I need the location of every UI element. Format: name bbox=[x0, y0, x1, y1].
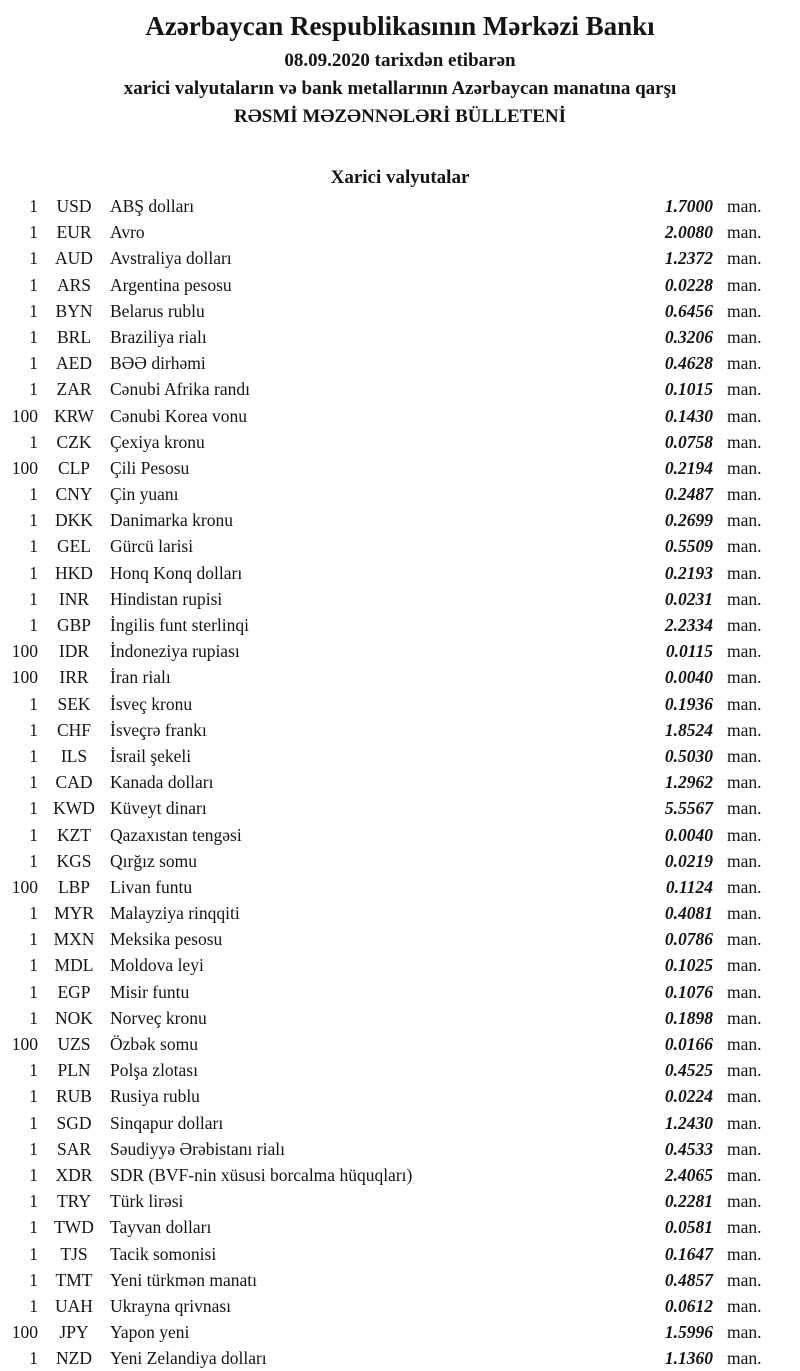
row-currency-code: JPY bbox=[59, 1322, 89, 1343]
row-currency-code: SEK bbox=[57, 693, 91, 714]
row-quantity: 1 bbox=[29, 1348, 38, 1369]
row-currency-code: AED bbox=[56, 353, 92, 374]
row-currency-name: Cənubi Korea vonu bbox=[110, 405, 248, 426]
row-currency-code: DKK bbox=[55, 510, 93, 531]
rate-row bbox=[0, 769, 800, 795]
row-currency-code: CAD bbox=[55, 772, 93, 793]
row-quantity: 1 bbox=[29, 1112, 38, 1133]
row-rate-value: 0.0224 bbox=[664, 1086, 713, 1107]
rate-row bbox=[0, 324, 800, 350]
rate-row bbox=[0, 612, 800, 638]
row-unit-label: man. bbox=[727, 693, 762, 714]
row-unit-label: man. bbox=[727, 431, 762, 452]
row-rate-value: 0.0219 bbox=[664, 850, 713, 871]
row-quantity: 100 bbox=[11, 457, 38, 478]
row-currency-code: CNY bbox=[55, 484, 93, 505]
row-unit-label: man. bbox=[727, 588, 762, 609]
row-quantity: 1 bbox=[29, 981, 38, 1002]
rate-row bbox=[0, 507, 800, 533]
row-currency-code: TMT bbox=[55, 1269, 93, 1290]
row-unit-label: man. bbox=[727, 484, 762, 505]
row-rate-value: 0.0228 bbox=[664, 274, 713, 295]
row-currency-name: Polşa zlotası bbox=[110, 1060, 198, 1081]
row-quantity: 1 bbox=[29, 1295, 38, 1316]
rate-row bbox=[0, 822, 800, 848]
row-quantity: 1 bbox=[29, 903, 38, 924]
row-rate-value: 0.0786 bbox=[664, 929, 713, 950]
row-quantity: 1 bbox=[29, 536, 38, 557]
row-currency-code: AUD bbox=[55, 248, 93, 269]
row-currency-name: İran rialı bbox=[110, 667, 171, 688]
row-currency-code: USD bbox=[56, 196, 92, 216]
row-currency-name: İngilis funt sterlinqi bbox=[110, 615, 250, 635]
rate-row bbox=[0, 1241, 800, 1267]
rate-row bbox=[0, 691, 800, 717]
row-unit-label: man. bbox=[727, 798, 762, 819]
row-quantity: 1 bbox=[29, 274, 38, 295]
row-quantity: 1 bbox=[29, 379, 38, 400]
rate-row bbox=[0, 743, 800, 769]
row-rate-value: 1.2962 bbox=[664, 772, 713, 793]
row-currency-code: ZAR bbox=[56, 379, 92, 400]
row-currency-code: IDR bbox=[58, 641, 90, 662]
row-currency-code: TRY bbox=[56, 1191, 92, 1212]
rate-row bbox=[0, 717, 800, 743]
row-currency-name: Gürcü larisi bbox=[110, 536, 194, 557]
row-currency-code: GBP bbox=[56, 615, 92, 635]
row-unit-label: man. bbox=[727, 667, 762, 688]
rate-row bbox=[0, 1136, 800, 1162]
row-unit-label: man. bbox=[727, 353, 762, 374]
rate-row bbox=[0, 1214, 800, 1240]
row-currency-code: GEL bbox=[56, 536, 92, 557]
row-quantity: 1 bbox=[29, 798, 38, 819]
row-currency-name: Malayziya rinqqiti bbox=[110, 903, 240, 924]
rate-row bbox=[0, 403, 800, 429]
rate-row bbox=[0, 219, 800, 245]
row-rate-value: 0.0581 bbox=[664, 1217, 713, 1238]
row-unit-label: man. bbox=[727, 1060, 762, 1081]
row-currency-name: Hindistan rupisi bbox=[110, 588, 223, 609]
row-currency-code: INR bbox=[58, 588, 90, 609]
row-currency-name: Çili Pesosu bbox=[110, 457, 190, 478]
row-currency-code: XDR bbox=[55, 1164, 93, 1185]
row-currency-code: HKD bbox=[55, 562, 93, 583]
row-rate-value: 0.4533 bbox=[664, 1138, 713, 1159]
row-currency-name: Belarus rublu bbox=[110, 300, 205, 321]
row-currency-name: Tayvan dolları bbox=[110, 1217, 212, 1238]
row-unit-label: man. bbox=[727, 903, 762, 924]
row-currency-name: Yeni türkmən manatı bbox=[110, 1269, 257, 1290]
row-quantity: 1 bbox=[29, 824, 38, 845]
row-unit-label: man. bbox=[727, 1086, 762, 1107]
rate-row bbox=[0, 350, 800, 376]
row-unit-label: man. bbox=[727, 745, 762, 766]
row-quantity: 1 bbox=[29, 588, 38, 609]
row-quantity: 1 bbox=[29, 431, 38, 452]
row-currency-name: Misir funtu bbox=[110, 981, 190, 1002]
rate-row bbox=[0, 874, 800, 900]
row-rate-value: 0.3206 bbox=[664, 326, 713, 347]
row-quantity: 100 bbox=[11, 405, 38, 426]
row-unit-label: man. bbox=[727, 955, 762, 976]
row-unit-label: man. bbox=[727, 929, 762, 950]
rate-row bbox=[0, 298, 800, 324]
row-rate-value: 2.2334 bbox=[664, 615, 713, 635]
row-rate-value: 0.4081 bbox=[664, 903, 713, 924]
row-unit-label: man. bbox=[727, 196, 762, 216]
row-currency-name: Honq Konq dolları bbox=[110, 562, 243, 583]
row-currency-name: Qazaxıstan tengəsi bbox=[110, 824, 242, 845]
row-currency-name: Sinqapur dolları bbox=[110, 1112, 224, 1133]
subtitle-line: xarici valyutaların və bank metallarının Azərbaycan manatına qarşı bbox=[123, 78, 677, 99]
row-rate-value: 0.2193 bbox=[664, 562, 713, 583]
row-unit-label: man. bbox=[727, 1164, 762, 1185]
row-rate-value: 0.5509 bbox=[664, 536, 713, 557]
row-unit-label: man. bbox=[727, 1269, 762, 1290]
row-quantity: 1 bbox=[29, 222, 38, 243]
row-currency-name: Özbək somu bbox=[110, 1034, 198, 1054]
row-unit-label: man. bbox=[727, 981, 762, 1002]
row-currency-code: ILS bbox=[60, 745, 88, 766]
row-quantity: 100 bbox=[11, 667, 38, 688]
row-unit-label: man. bbox=[727, 379, 762, 400]
row-quantity: 1 bbox=[29, 929, 38, 950]
row-currency-name: Səudiyyə Ərəbistanı rialı bbox=[110, 1138, 285, 1159]
row-rate-value: 0.1015 bbox=[664, 379, 713, 400]
row-unit-label: man. bbox=[727, 300, 762, 321]
row-unit-label: man. bbox=[727, 222, 762, 243]
row-rate-value: 0.1124 bbox=[665, 876, 713, 897]
rate-row bbox=[0, 979, 800, 1005]
row-currency-name: İsveçrə frankı bbox=[110, 719, 207, 740]
row-currency-code: NOK bbox=[55, 1007, 93, 1028]
row-unit-label: man. bbox=[727, 562, 762, 583]
row-currency-name: Livan funtu bbox=[110, 876, 193, 897]
row-unit-label: man. bbox=[727, 1348, 762, 1369]
rate-row bbox=[0, 193, 800, 219]
row-currency-name: Çexiya kronu bbox=[110, 431, 205, 452]
row-rate-value: 0.6456 bbox=[664, 300, 713, 321]
row-unit-label: man. bbox=[727, 536, 762, 557]
row-quantity: 1 bbox=[29, 1191, 38, 1212]
rate-row bbox=[0, 376, 800, 402]
rate-row bbox=[0, 1293, 800, 1319]
row-unit-label: man. bbox=[727, 1138, 762, 1159]
rate-row bbox=[0, 1057, 800, 1083]
row-quantity: 1 bbox=[29, 745, 38, 766]
row-unit-label: man. bbox=[727, 1112, 762, 1133]
row-currency-code: EGP bbox=[57, 981, 91, 1002]
row-unit-label: man. bbox=[727, 772, 762, 793]
row-quantity: 1 bbox=[29, 850, 38, 871]
rate-row bbox=[0, 952, 800, 978]
row-unit-label: man. bbox=[727, 1007, 762, 1028]
row-currency-code: IRR bbox=[59, 667, 89, 688]
row-rate-value: 0.4525 bbox=[664, 1060, 713, 1081]
row-rate-value: 0.0040 bbox=[664, 824, 713, 845]
row-currency-code: TJS bbox=[60, 1243, 88, 1264]
row-currency-name: İsveç kronu bbox=[110, 693, 193, 714]
row-quantity: 100 bbox=[11, 641, 38, 662]
row-quantity: 1 bbox=[29, 955, 38, 976]
row-unit-label: man. bbox=[727, 1295, 762, 1316]
rate-row bbox=[0, 848, 800, 874]
row-quantity: 1 bbox=[29, 510, 38, 531]
row-unit-label: man. bbox=[727, 876, 762, 897]
row-currency-name: Ukrayna qrivnası bbox=[110, 1295, 232, 1316]
row-currency-name: Rusiya rublu bbox=[110, 1086, 200, 1107]
row-currency-code: CHF bbox=[56, 719, 92, 740]
row-rate-value: 0.0612 bbox=[664, 1295, 713, 1316]
row-quantity: 1 bbox=[29, 248, 38, 269]
row-quantity: 100 bbox=[11, 1034, 38, 1054]
row-rate-value: 1.8524 bbox=[664, 719, 713, 740]
row-currency-code: KGS bbox=[56, 850, 92, 871]
row-quantity: 1 bbox=[29, 719, 38, 740]
row-currency-code: EUR bbox=[56, 222, 92, 243]
row-quantity: 1 bbox=[29, 1269, 38, 1290]
row-currency-code: BRL bbox=[56, 326, 92, 347]
row-rate-value: 0.0115 bbox=[665, 641, 713, 662]
rate-row bbox=[0, 1031, 800, 1057]
rate-row bbox=[0, 560, 800, 586]
row-rate-value: 0.1898 bbox=[664, 1007, 713, 1028]
row-currency-name: Meksika pesosu bbox=[110, 929, 223, 950]
row-currency-name: Qırğız somu bbox=[110, 850, 198, 871]
row-rate-value: 0.2194 bbox=[664, 457, 713, 478]
row-rate-value: 0.1076 bbox=[664, 981, 713, 1002]
row-currency-code: CLP bbox=[57, 457, 91, 478]
rate-row bbox=[0, 245, 800, 271]
row-unit-label: man. bbox=[727, 641, 762, 662]
row-currency-code: MDL bbox=[54, 955, 94, 976]
row-currency-code: SAR bbox=[56, 1138, 92, 1159]
row-rate-value: 1.2372 bbox=[664, 248, 713, 269]
row-quantity: 1 bbox=[29, 353, 38, 374]
row-unit-label: man. bbox=[727, 405, 762, 426]
row-currency-code: KWD bbox=[53, 798, 95, 819]
row-unit-label: man. bbox=[727, 1034, 762, 1054]
row-rate-value: 0.0166 bbox=[664, 1034, 713, 1054]
row-currency-code: ARS bbox=[56, 274, 92, 295]
row-unit-label: man. bbox=[727, 1191, 762, 1212]
row-currency-code: PLN bbox=[57, 1060, 91, 1081]
row-quantity: 100 bbox=[11, 876, 38, 897]
row-rate-value: 0.4628 bbox=[664, 353, 713, 374]
row-unit-label: man. bbox=[727, 1322, 762, 1343]
rate-row bbox=[0, 900, 800, 926]
row-currency-name: SDR (BVF-nin xüsusi borcalma hüquqları) bbox=[110, 1164, 413, 1185]
row-rate-value: 0.1647 bbox=[664, 1243, 713, 1264]
rate-row bbox=[0, 429, 800, 455]
effective-date-line: 08.09.2020 tarixdən etibarən bbox=[284, 50, 516, 71]
rate-row bbox=[0, 664, 800, 690]
row-unit-label: man. bbox=[727, 248, 762, 269]
row-currency-name: Braziliya rialı bbox=[110, 326, 207, 347]
rate-row bbox=[0, 481, 800, 507]
row-currency-name: Çin yuanı bbox=[110, 484, 179, 505]
section-title-foreign-currencies: Xarici valyutalar bbox=[330, 167, 470, 188]
row-rate-value: 1.5996 bbox=[664, 1322, 713, 1343]
row-currency-code: LBP bbox=[57, 876, 91, 897]
row-unit-label: man. bbox=[727, 850, 762, 871]
row-currency-code: SGD bbox=[56, 1112, 92, 1133]
row-rate-value: 0.0231 bbox=[664, 588, 713, 609]
row-quantity: 1 bbox=[29, 1217, 38, 1238]
rates-table bbox=[0, 193, 800, 1371]
rate-row bbox=[0, 638, 800, 664]
row-currency-name: Türk lirəsi bbox=[110, 1191, 184, 1212]
row-quantity: 1 bbox=[29, 1060, 38, 1081]
row-rate-value: 0.1430 bbox=[664, 405, 713, 426]
row-currency-name: İndoneziya rupiası bbox=[110, 641, 240, 662]
row-currency-name: Avstraliya dolları bbox=[110, 248, 232, 269]
row-rate-value: 0.2281 bbox=[664, 1191, 713, 1212]
row-quantity: 1 bbox=[29, 1164, 38, 1185]
row-currency-code: BYN bbox=[55, 300, 93, 321]
row-unit-label: man. bbox=[727, 510, 762, 531]
rate-row bbox=[0, 455, 800, 481]
row-currency-code: KRW bbox=[54, 405, 94, 426]
rate-row bbox=[0, 1345, 800, 1371]
row-currency-code: KZT bbox=[56, 824, 92, 845]
rate-row bbox=[0, 795, 800, 821]
row-unit-label: man. bbox=[727, 274, 762, 295]
row-unit-label: man. bbox=[727, 824, 762, 845]
row-unit-label: man. bbox=[727, 1243, 762, 1264]
row-quantity: 1 bbox=[29, 562, 38, 583]
row-rate-value: 0.2487 bbox=[664, 484, 713, 505]
row-unit-label: man. bbox=[727, 457, 762, 478]
row-rate-value: 0.2699 bbox=[664, 510, 713, 531]
row-rate-value: 5.5567 bbox=[664, 798, 713, 819]
row-rate-value: 1.7000 bbox=[664, 196, 713, 216]
row-quantity: 1 bbox=[29, 772, 38, 793]
row-currency-name: Tacik somonisi bbox=[110, 1243, 217, 1264]
row-quantity: 1 bbox=[29, 1086, 38, 1107]
row-currency-code: TWD bbox=[54, 1217, 94, 1238]
bulletin-title: RƏSMİ MƏZƏNNƏLƏRİ BÜLLETENİ bbox=[233, 106, 566, 127]
row-rate-value: 2.4065 bbox=[664, 1164, 713, 1185]
row-currency-code: NZD bbox=[56, 1348, 92, 1369]
row-currency-name: Danimarka kronu bbox=[110, 510, 233, 531]
rate-row bbox=[0, 272, 800, 298]
row-quantity: 100 bbox=[11, 1322, 38, 1343]
row-rate-value: 0.1025 bbox=[664, 955, 713, 976]
row-quantity: 1 bbox=[29, 196, 38, 216]
bulletin-header bbox=[0, 0, 800, 131]
row-currency-name: Argentina pesosu bbox=[110, 274, 232, 295]
row-quantity: 1 bbox=[29, 615, 38, 635]
row-quantity: 1 bbox=[29, 1138, 38, 1159]
row-currency-name: Moldova leyi bbox=[110, 955, 204, 976]
row-currency-name: ABŞ dolları bbox=[110, 196, 195, 216]
row-currency-name: Yapon yeni bbox=[110, 1322, 190, 1343]
rate-row bbox=[0, 586, 800, 612]
row-rate-value: 0.5030 bbox=[664, 745, 713, 766]
row-currency-name: Kanada dolları bbox=[110, 772, 214, 793]
row-currency-code: CZK bbox=[56, 431, 92, 452]
rate-row bbox=[0, 1188, 800, 1214]
row-currency-code: RUB bbox=[56, 1086, 92, 1107]
row-currency-code: MYR bbox=[54, 903, 94, 924]
row-quantity: 1 bbox=[29, 1007, 38, 1028]
row-rate-value: 0.1936 bbox=[664, 693, 713, 714]
row-currency-name: Avro bbox=[110, 222, 145, 243]
row-currency-name: Norveç kronu bbox=[110, 1007, 207, 1028]
rate-row bbox=[0, 926, 800, 952]
rate-row bbox=[0, 1005, 800, 1031]
row-unit-label: man. bbox=[727, 326, 762, 347]
row-currency-name: İsrail şekeli bbox=[110, 745, 192, 766]
row-currency-code: UAH bbox=[55, 1295, 93, 1316]
row-currency-name: Yeni Zelandiya dolları bbox=[110, 1348, 267, 1369]
row-rate-value: 2.0080 bbox=[664, 222, 713, 243]
row-unit-label: man. bbox=[727, 1217, 762, 1238]
row-currency-name: BƏƏ dirhəmi bbox=[110, 353, 206, 374]
row-currency-name: Küveyt dinarı bbox=[110, 798, 207, 819]
row-unit-label: man. bbox=[727, 615, 762, 635]
rate-row bbox=[0, 1319, 800, 1345]
row-rate-value: 1.2430 bbox=[664, 1112, 713, 1133]
row-currency-name: Cənubi Afrika randı bbox=[110, 379, 250, 400]
rate-row bbox=[0, 533, 800, 559]
row-currency-code: UZS bbox=[57, 1034, 91, 1054]
row-rate-value: 1.1360 bbox=[664, 1348, 713, 1369]
rate-row bbox=[0, 1267, 800, 1293]
row-quantity: 1 bbox=[29, 1243, 38, 1264]
row-quantity: 1 bbox=[29, 326, 38, 347]
rate-row bbox=[0, 1110, 800, 1136]
row-quantity: 1 bbox=[29, 300, 38, 321]
row-rate-value: 0.0758 bbox=[664, 431, 713, 452]
rate-row bbox=[0, 1083, 800, 1109]
row-unit-label: man. bbox=[727, 719, 762, 740]
row-rate-value: 0.0040 bbox=[664, 667, 713, 688]
row-rate-value: 0.4857 bbox=[664, 1269, 713, 1290]
rate-row bbox=[0, 1162, 800, 1188]
row-quantity: 1 bbox=[29, 693, 38, 714]
row-quantity: 1 bbox=[29, 484, 38, 505]
row-currency-code: MXN bbox=[53, 929, 95, 950]
bank-title: Azərbaycan Respublikasının Mərkəzi Bankı bbox=[145, 11, 655, 41]
